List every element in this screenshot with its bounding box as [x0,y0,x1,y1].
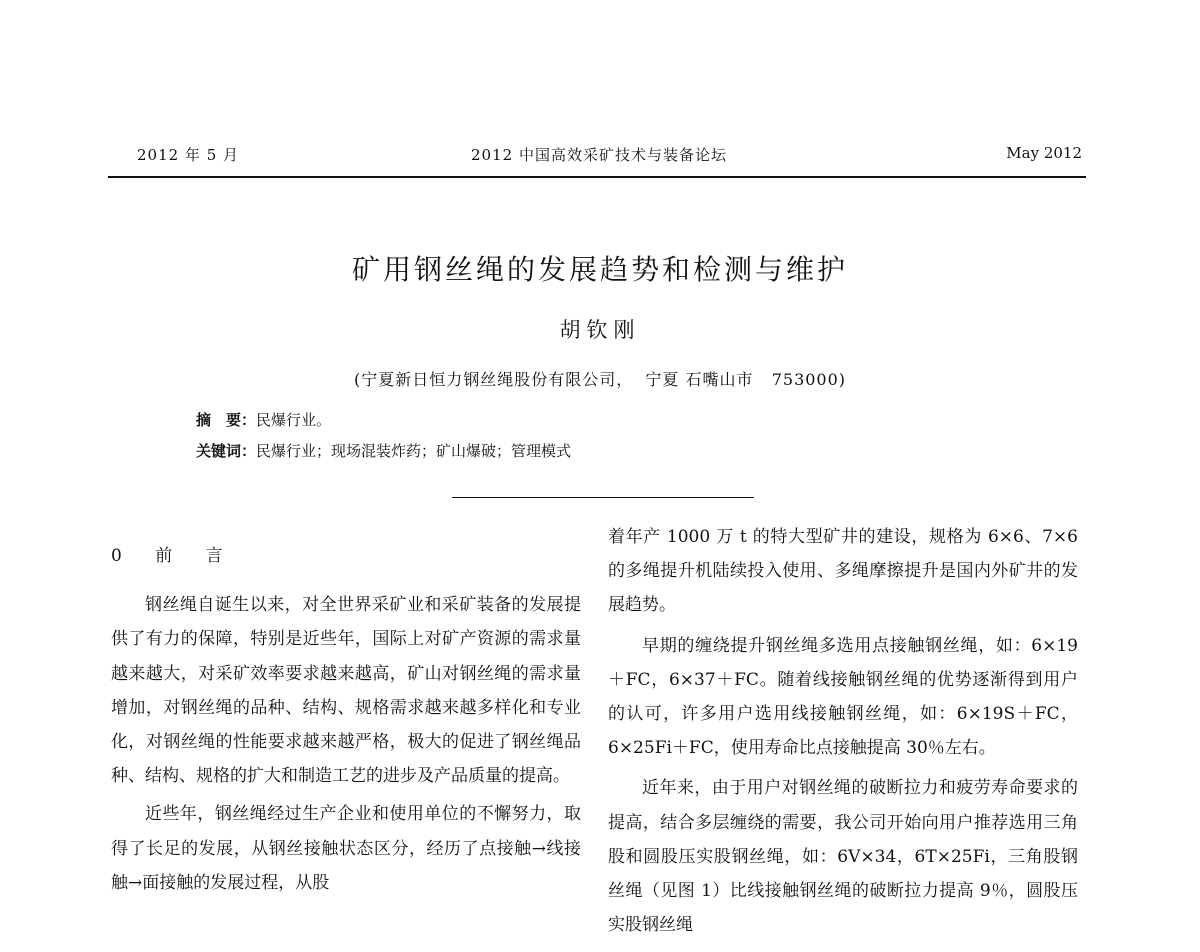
running-header-journal: 2012 中国高效采矿技术与装备论坛 [471,146,727,164]
paper-title: 矿用钢丝绳的发展趋势和检测与维护 [351,253,848,286]
paragraph: 钢丝绳自诞生以来，对全世界采矿业和采矿装备的发展提供了有力的保障，特别是近些年，国际上对矿产资源的需求量越来越大，对采矿效率要求越来越高，矿山对钢丝绳的需求量增加，对钢丝绳的品种、结构、规格需求越来越多样化和专业化，对钢丝绳的性能要求越来越严格，极大的促进了钢丝绳品种、结构、规格的扩大和制造工艺的进步及产品质量的提高。 [111,595,581,787]
keywords [196,440,571,461]
running-header-date: 2012 年 5 月 [137,146,240,164]
body-column-right [608,520,1078,942]
author-affiliation: (宁夏新日恒力钢丝绳股份有限公司， 宁夏 石嘴山市 753000) [353,370,847,389]
section-heading: 0 前 言 [111,546,237,566]
paragraph: 近些年，钢丝绳经过生产企业和使用单位的不懈努力，取得了长足的发展，从钢丝接触状态区分，经历了点接触→线接触→面接触的发展过程，从股 [111,804,581,893]
keywords-text: 民爆行业；现场混装炸药；矿山爆破；管理模式 [256,442,572,460]
abstract-text: 民爆行业。 [256,411,332,429]
abstract [196,409,331,430]
header-rule [108,176,1086,178]
keywords-label: 关键词： [196,442,257,460]
body-column-left [111,520,581,900]
running-header-date-en: May 2012 [1006,144,1082,162]
author-name: 胡钦刚 [559,318,641,342]
abstract-label: 摘 要： [196,411,257,429]
paragraph: 近年来，由于用户对钢丝绳的破断拉力和疲劳寿命要求的提高，结合多层缠绕的需要，我公司开始向用户推荐选用三角股和圆股压实股钢丝绳，如：6V×34，6T×25Fi，三角股钢丝绳（见图 1）比线接触钢丝绳的破断拉力提高 9％，圆股压实股钢丝绳 [608,778,1078,936]
paragraph: 早期的缠绕提升钢丝绳多选用点接触钢丝绳，如：6×19＋FC，6×37＋FC。随着线接触钢丝绳的优势逐渐得到用户的认可，许多用户选用线接触钢丝绳，如：6×19S＋FC，6×25Fi＋FC，使用寿命比点接触提高 30％左右。 [608,635,1078,759]
paragraph: 着年产 1000 万 t 的特大型矿井的建设，规格为 6×6、7×6 的多绳提升机陆续投入使用、多绳摩擦提升是国内外矿井的发展趋势。 [608,527,1078,616]
section-divider [452,497,754,498]
